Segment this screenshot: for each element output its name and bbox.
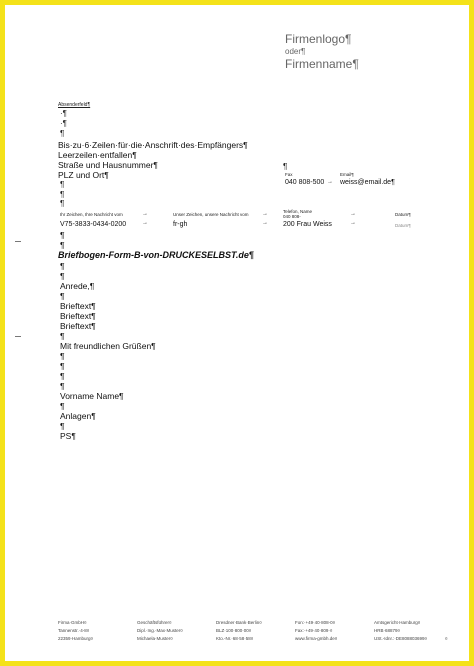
body-mark: ¶ (60, 291, 65, 301)
reference-label-your-sign: Ihr Zeichen, Ihre Nachricht vom (60, 212, 123, 217)
reference-label-phone: Telefon, Name (283, 209, 313, 214)
body-mark: ¶ (60, 240, 65, 250)
footer-line: USt.-Idnr.:·DE808803699¤ (374, 636, 428, 642)
letter-page (5, 5, 469, 661)
body-mark: ¶ (60, 271, 65, 281)
header-or-label: oder¶ (285, 47, 306, 56)
footer-line: Geschäftsführer¤ (137, 620, 172, 625)
address-line: PLZ und Ort¶ (58, 170, 109, 180)
salutation: Anrede,¶ (60, 281, 95, 291)
reference-value-date: Datum¶ (395, 223, 411, 228)
punch-mark (15, 336, 21, 337)
body-mark: ¶ (60, 381, 65, 391)
body-text-line: Brieftext¶ (60, 301, 96, 311)
reference-mark: ¶ (60, 199, 65, 208)
footer-line: BLZ·100·800·00¤ (216, 628, 252, 634)
footer-line: Amtsgericht·Hamburg¤ (374, 620, 421, 625)
footer-line: Fax:·+49·40·809·¤ (295, 628, 333, 634)
fold-mark (15, 241, 21, 242)
footer-line: Dipl.·Ing.·Max·Muster¤ (137, 628, 183, 634)
footer-column-contact (295, 619, 337, 644)
tab-arrow: → (142, 211, 148, 217)
footer-end-mark: ¤ (445, 636, 448, 641)
enclosures-label: Anlagen¶ (60, 411, 96, 421)
footer-line: Dresdner·Bank·Berlin¤ (216, 620, 262, 625)
footer-line: 22359·Hamburg¤ (58, 636, 94, 642)
contact-mark: ¶ (283, 162, 288, 171)
postscript-label: PS¶ (60, 431, 76, 441)
address-mark: ¶ (60, 129, 65, 138)
reference-value-our-sign: fr-gh (173, 221, 188, 228)
address-mark: ·¶ (60, 119, 67, 128)
body-mark: ¶ (60, 261, 65, 271)
body-mark: ¶ (60, 230, 65, 240)
footer-column-registry (374, 619, 427, 644)
address-mark: ·¶ (60, 109, 67, 118)
closing-phrase: Mit freundlichen Grüßen¶ (60, 341, 156, 351)
company-name-placeholder: Firmenname¶ (285, 57, 359, 71)
footer-column-bank (216, 619, 262, 644)
tab-arrow: → (350, 220, 356, 226)
address-mark: ¶ (60, 180, 65, 189)
signature-name: Vorname Name¶ (60, 391, 124, 401)
letter-subject: Briefbogen-Form-B-von-DRUCKESELBST.de¶ (58, 250, 254, 260)
body-mark: ¶ (60, 361, 65, 371)
address-line: Straße und Hausnummer¶ (58, 160, 158, 170)
sender-field: Absenderfeld¶ (58, 102, 91, 108)
body-mark: ¶ (60, 401, 65, 411)
tab-arrow: → (262, 220, 268, 226)
reference-value-your-sign: V75-3833-0434-0200 (60, 221, 127, 228)
body-mark: ¶ (60, 371, 65, 381)
footer-line: Kto.-Nr.·68·58·58¤ (216, 636, 254, 642)
email-label: Email¶ (340, 172, 354, 177)
body-mark: ¶ (60, 421, 65, 431)
address-line: Leerzeilen·entfallen¶ (58, 150, 137, 160)
footer-line: Firma·GmbH¤ (58, 620, 87, 625)
footer-column-management (137, 619, 183, 644)
reference-value-phone-name: 200 Frau Weiss (283, 221, 332, 228)
footer-line: Tannenstr.·4-8¤ (58, 628, 90, 634)
address-line: Bis·zu·6·Zeilen·für·die·Anschrift·des·Empfängers¶ (58, 140, 248, 150)
footer-line: www.firma-gmbh.de¤ (295, 636, 338, 642)
body-text-line: Brieftext¶ (60, 321, 96, 331)
body-mark: ¶ (60, 351, 65, 361)
footer-line: HRB·68879¤ (374, 628, 401, 634)
address-mark: ¶ (60, 190, 65, 199)
company-logo-placeholder: Firmenlogo¶ (285, 32, 352, 46)
reference-label-phone-prefix: 040 808- (283, 214, 301, 219)
tab-arrow: → (327, 179, 333, 185)
email-value: weiss@email.de¶ (340, 179, 395, 186)
tab-arrow: → (262, 211, 268, 217)
fax-label: Fax (285, 172, 293, 177)
body-mark: ¶ (60, 331, 65, 341)
footer-column-company (58, 619, 93, 644)
tab-arrow: → (142, 220, 148, 226)
footer-line: Michaela·Muster¤ (137, 636, 173, 642)
fax-value: 040 808-500 (285, 179, 325, 186)
body-text-line: Brieftext¶ (60, 311, 96, 321)
reference-label-our-sign: Unser Zeichen, unsere Nachricht vom (173, 212, 249, 217)
reference-label-date: Datum¶ (395, 212, 411, 217)
footer-line: Fon:·+49·40·808-0¤ (295, 620, 336, 625)
tab-arrow: → (350, 211, 356, 217)
